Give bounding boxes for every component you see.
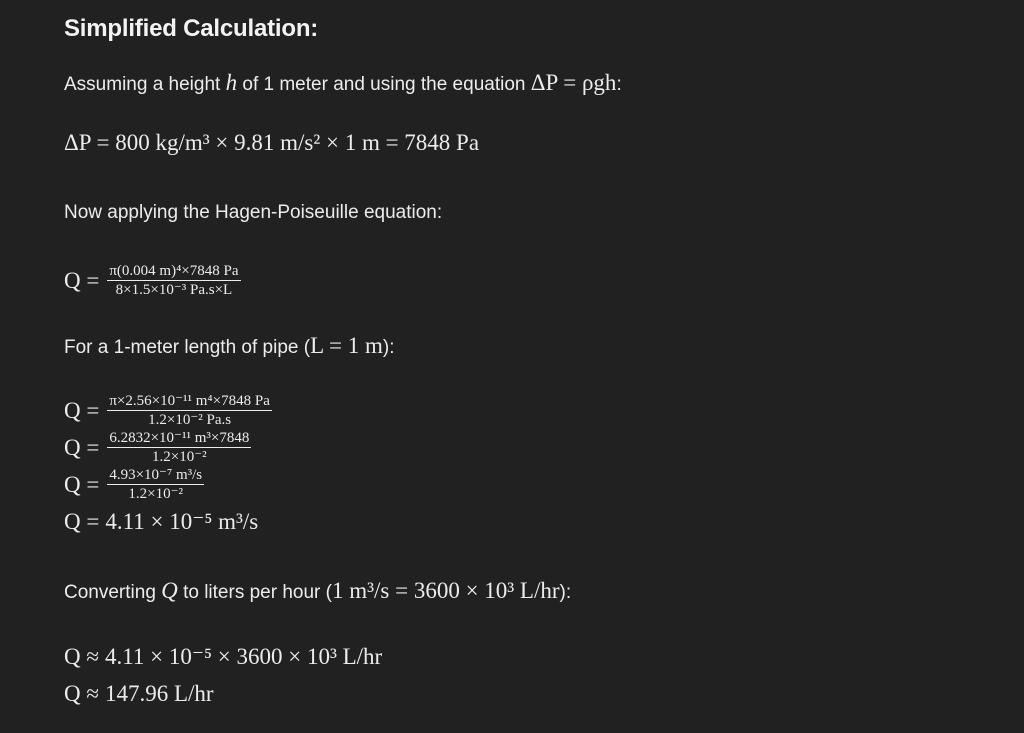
length-paragraph xyxy=(64,333,395,359)
step-numerator: 6.2832×10⁻¹¹ m³×7848 xyxy=(109,430,250,446)
step-denominator: 1.2×10⁻² Pa.s xyxy=(148,412,232,428)
convert-formula: 1 m³/s = 3600 × 10³ L/hr xyxy=(331,578,560,603)
step-denominator: 1.2×10⁻² xyxy=(128,486,184,502)
final-value: 147.96 L/hr xyxy=(104,680,214,706)
final-lhs: Q ≈ xyxy=(64,643,99,669)
final-result xyxy=(64,638,382,712)
convert-text-after: ): xyxy=(559,582,572,603)
final-line xyxy=(64,638,382,675)
hagen-fraction xyxy=(107,263,240,298)
intro-paragraph xyxy=(64,70,622,96)
step-fraction xyxy=(107,467,204,502)
length-formula: L = 1 m xyxy=(310,333,383,358)
final-line xyxy=(64,675,382,712)
hagen-denominator: 8×1.5×10⁻³ Pa.s×L xyxy=(115,282,233,298)
section-heading: Simplified Calculation: xyxy=(64,15,319,42)
hagen-equation xyxy=(64,262,243,299)
step-fraction xyxy=(107,393,272,428)
hagen-lhs: Q = xyxy=(64,267,100,293)
step-line xyxy=(64,429,274,466)
step-lhs: Q = xyxy=(64,508,100,534)
intro-variable: h xyxy=(225,70,238,95)
intro-text-middle: of 1 meter and using the equation xyxy=(237,74,531,95)
calculation-steps xyxy=(64,392,274,540)
step-lhs: Q = xyxy=(64,434,100,460)
step-line xyxy=(64,466,274,503)
step-denominator: 1.2×10⁻² xyxy=(152,449,207,465)
intro-text-after: : xyxy=(616,74,622,95)
convert-text-middle: to liters per hour ( xyxy=(177,582,332,603)
step-line xyxy=(64,392,274,429)
convert-variable: Q xyxy=(161,578,178,603)
step-lhs: Q = xyxy=(64,471,100,497)
length-text-after: ): xyxy=(382,337,395,358)
intro-text-before: Assuming a height xyxy=(64,74,226,95)
step-fraction xyxy=(107,430,251,465)
final-value: 4.11 × 10⁻⁵ × 3600 × 10³ L/hr xyxy=(104,643,383,669)
hagen-intro-text: Now applying the Hagen-Poiseuille equation: xyxy=(64,202,443,223)
final-lhs: Q ≈ xyxy=(64,680,99,706)
hagen-numerator: π(0.004 m)⁴×7848 Pa xyxy=(109,263,239,279)
convert-text-before: Converting xyxy=(64,582,162,603)
step-lhs: Q = xyxy=(64,397,100,423)
length-text-before: For a 1-meter length of pipe ( xyxy=(64,337,311,358)
step-result: 4.11 × 10⁻⁵ m³/s xyxy=(105,508,259,534)
intro-formula: ΔP = ρgh xyxy=(530,70,617,95)
step-line xyxy=(64,503,274,540)
step-numerator: 4.93×10⁻⁷ m³/s xyxy=(109,467,203,483)
pressure-equation: ΔP = 800 kg/m³ × 9.81 m/s² × 1 m = 7848 Pa xyxy=(64,130,480,155)
convert-paragraph xyxy=(64,578,571,604)
step-numerator: π×2.56×10⁻¹¹ m⁴×7848 Pa xyxy=(109,393,270,409)
